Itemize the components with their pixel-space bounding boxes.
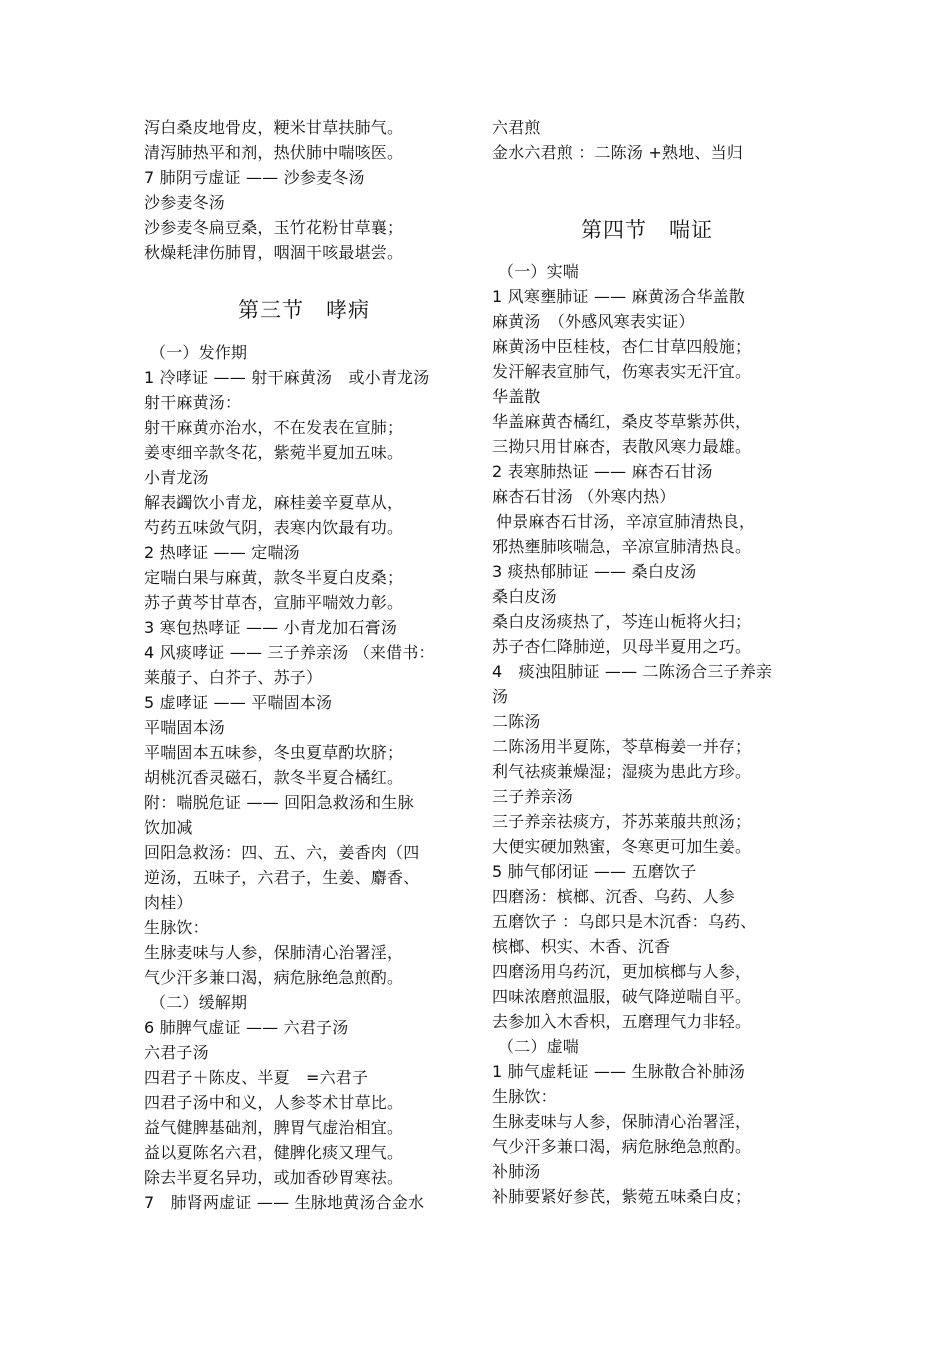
section-heading-dyspnea: 第四节 喘证 <box>581 218 713 242</box>
text-line: 利气祛痰兼燥湿；湿痰为患此方珍。 <box>492 762 752 781</box>
text-line: 五磨饮子 ：乌郎只是木沉香：乌药、 <box>492 912 757 931</box>
text-line: 三子养亲祛痰方，芥苏莱菔共煎汤； <box>492 812 752 831</box>
text-line: 射干麻黄亦治水，不在发表在宣肺； <box>144 418 404 437</box>
text-line: 槟榔、枳实、木香、沉香 <box>492 937 671 956</box>
left-text-block-2 <box>144 340 464 1215</box>
text-line: 华盖散 <box>492 387 541 406</box>
text-line: 1 肺气虚耗证 —— 生脉散合补肺汤 <box>492 1062 746 1081</box>
text-line: 六君煎 <box>492 118 541 137</box>
text-line: 桑白皮汤痰热了，芩连山栀将火扫； <box>492 612 752 631</box>
text-line: 益以夏陈名六君，健脾化痰又理气。 <box>144 1143 404 1162</box>
text-line: 平喘固本五味参，冬虫夏草酌坎脐； <box>144 743 404 762</box>
text-line: 华盖麻黄杏橘红，桑皮苓草紫苏供， <box>492 412 752 431</box>
text-line: 汤 <box>492 687 509 706</box>
text-line: 芍药五味敛气阴，表寒内饮最有功。 <box>144 518 404 537</box>
text-line: 金水六君煎 ：二陈汤 +熟地、当归 <box>492 143 743 162</box>
text-line: 四磨汤：槟榔、沉香、乌药、人参 <box>492 887 736 906</box>
text-line: 4 风痰哮证 —— 三子养亲汤 （来借书： <box>144 643 435 662</box>
subsection-heading: （一）发作期 <box>150 343 248 362</box>
text-line: 沙参麦冬汤 <box>144 193 226 212</box>
text-line: 2 热哮证 —— 定喘汤 <box>144 543 300 562</box>
text-line: 除去半夏名异功，或加香砂胃寒祛。 <box>144 1168 404 1187</box>
text-line: 莱菔子、白芥子、苏子） <box>144 668 323 687</box>
text-line: 二陈汤 <box>492 712 541 731</box>
text-line: 定喘白果与麻黄，款冬半夏白皮桑； <box>144 568 404 587</box>
text-line: 饮加减 <box>144 818 193 837</box>
text-line: 四味浓磨煎温服，破气降逆喘自平。 <box>492 987 752 1006</box>
text-line: 肉桂） <box>144 893 193 912</box>
text-line: 四君子＋陈皮、半夏 =六君子 <box>144 1068 369 1087</box>
text-line: 发汗解表宣肺气，伤寒表实无汗宜。 <box>492 362 752 381</box>
text-line: 二陈汤用半夏陈，苓草梅姜一并存； <box>492 737 752 756</box>
text-line: 去参加入木香枳，五磨理气力非轻。 <box>492 1012 752 1031</box>
text-line: 四磨汤用乌药沉，更加槟榔与人参， <box>492 962 752 981</box>
text-line: 附：喘脱危证 —— 回阳急救汤和生脉 <box>144 793 414 812</box>
text-line: 大便实硬加熟蜜，冬寒更可加生姜。 <box>492 837 752 856</box>
text-line: 小青龙汤 <box>144 468 209 487</box>
text-line: 解表蠲饮小青龙，麻桂姜辛夏草从， <box>144 493 404 512</box>
text-line: 7 肺阴亏虚证 —— 沙参麦冬汤 <box>144 168 365 187</box>
text-line: 三拗只用甘麻杏，表散风寒力最雄。 <box>492 437 752 456</box>
text-line: 生脉饮： <box>492 1087 557 1106</box>
text-line: 5 虚哮证 —— 平喘固本汤 <box>144 693 333 712</box>
text-line: 1 风寒壅肺证 —— 麻黄汤合华盖散 <box>492 287 746 306</box>
text-line: 6 肺脾气虚证 —— 六君子汤 <box>144 1018 349 1037</box>
right-text-block-2 <box>492 259 802 1209</box>
text-line: 麻黄汤 （外感风寒表实证） <box>492 312 695 331</box>
text-line: 沙参麦冬扁豆桑，玉竹花粉甘草襄； <box>144 218 404 237</box>
right-column <box>492 115 802 1209</box>
text-line: 生脉饮： <box>144 918 209 937</box>
text-line: 生脉麦味与人参，保肺清心治署淫， <box>492 1112 752 1131</box>
subsection-heading: （二）缓解期 <box>150 993 248 1012</box>
text-line: 益气健脾基础剂，脾胃气虚治相宜。 <box>144 1118 404 1137</box>
text-line: 气少汗多兼口渴，病危脉绝急煎酌。 <box>144 968 404 987</box>
text-line: 三子养亲汤 <box>492 787 574 806</box>
text-line: 生脉麦味与人参，保肺清心治署淫， <box>144 943 404 962</box>
text-line: 姜枣细辛款冬花，紫菀半夏加五味。 <box>144 443 404 462</box>
subsection-heading: （一）实喘 <box>498 262 580 281</box>
text-line: 回阳急救汤：四、五、六，姜香肉（四 <box>144 843 420 862</box>
text-line: 射干麻黄汤： <box>144 393 242 412</box>
text-line: 泻白桑皮地骨皮，粳米甘草扶肺气。 <box>144 118 404 137</box>
text-line: 秋燥耗津伤肺胃，咽涸干咳最堪尝。 <box>144 243 404 262</box>
subsection-heading: （二）虚喘 <box>498 1037 580 1056</box>
text-line: 1 冷哮证 —— 射干麻黄汤 或小青龙汤 <box>144 368 430 387</box>
text-line: 麻黄汤中臣桂枝，杏仁甘草四般施； <box>492 337 752 356</box>
right-text-block-1 <box>492 115 802 165</box>
text-line: 平喘固本汤 <box>144 718 226 737</box>
text-line: 4 痰浊阻肺证 —— 二陈汤合三子养亲 <box>492 662 773 681</box>
text-line: 麻杏石甘汤 （外寒内热） <box>492 487 676 506</box>
text-line: 3 寒包热哮证 —— 小青龙加石膏汤 <box>144 618 398 637</box>
text-line: 补肺汤 <box>492 1162 541 1181</box>
text-line: 气少汗多兼口渴，病危脉绝急煎酌。 <box>492 1137 752 1156</box>
text-line: 3 痰热郁肺证 —— 桑白皮汤 <box>492 562 697 581</box>
left-column <box>144 115 464 1215</box>
left-text-block-1 <box>144 115 464 265</box>
text-line: 仲景麻杏石甘汤，辛凉宣肺清热良， <box>496 512 756 531</box>
text-line: 四君子汤中和义，人参苓术甘草比。 <box>144 1093 404 1112</box>
text-line: 桑白皮汤 <box>492 587 557 606</box>
section-heading-asthma: 第三节 哮病 <box>238 298 370 322</box>
text-line: 7 肺肾两虚证 —— 生脉地黄汤合金水 <box>144 1193 425 1212</box>
text-line: 清泻肺热平和剂，热伏肺中喘咳医。 <box>144 143 404 162</box>
text-line: 补肺要紧好参芪，紫菀五味桑白皮； <box>492 1187 752 1206</box>
text-line: 六君子汤 <box>144 1043 209 1062</box>
text-line: 2 表寒肺热证 —— 麻杏石甘汤 <box>492 462 713 481</box>
text-line: 苏子杏仁降肺逆，贝母半夏用之巧。 <box>492 637 752 656</box>
text-line: 逆汤，五味子，六君子，生姜、麝香、 <box>144 868 420 887</box>
text-line: 5 肺气郁闭证 —— 五磨饮子 <box>492 862 697 881</box>
text-line: 苏子黄芩甘草杏，宣肺平喘效力彰。 <box>144 593 404 612</box>
text-line: 邪热壅肺咳喘急，辛凉宣肺清热良。 <box>492 537 752 556</box>
text-line: 胡桃沉香灵磁石，款冬半夏合橘红。 <box>144 768 404 787</box>
